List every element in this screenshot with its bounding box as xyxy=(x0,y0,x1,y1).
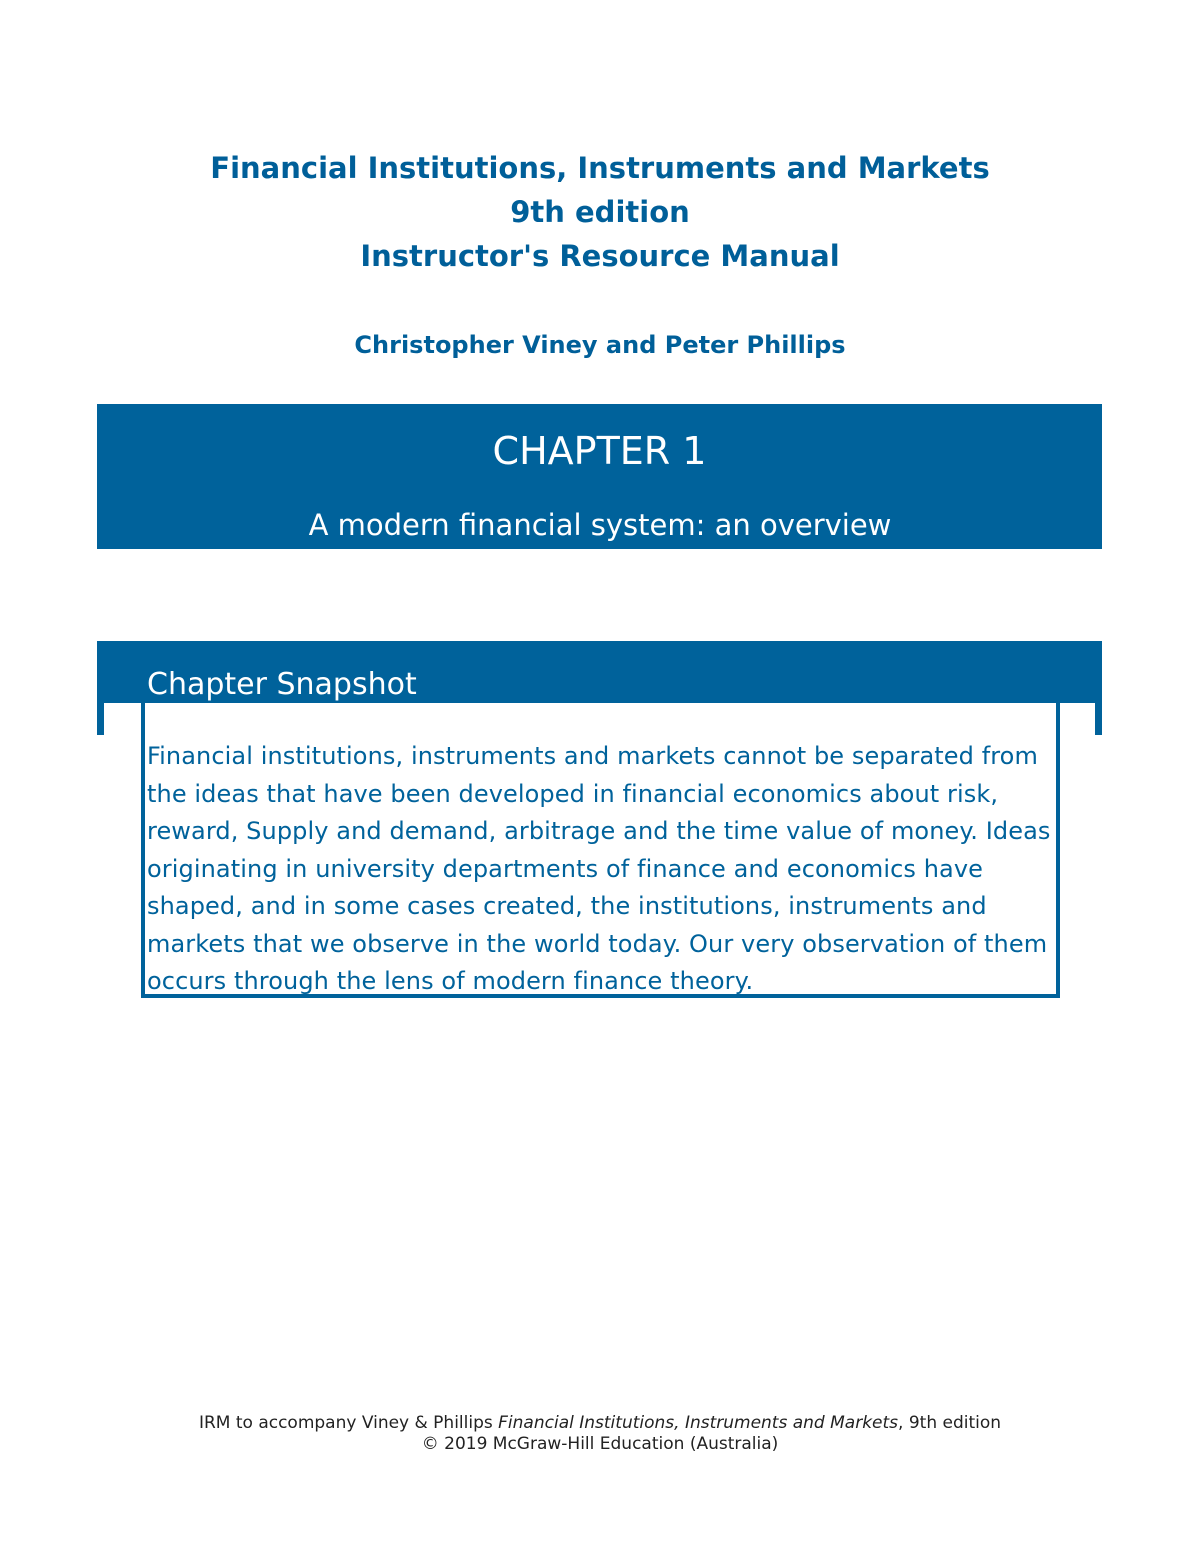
page-footer xyxy=(0,1413,1200,1455)
chapter-title: A modern financial system: an overview xyxy=(308,508,892,542)
footer-copyright: © 2019 McGraw-Hill Education (Australia) xyxy=(421,1434,779,1454)
snapshot-heading: Chapter Snapshot xyxy=(147,667,417,702)
footer-book-title: Financial Institutions, Instruments and Markets xyxy=(498,1413,899,1433)
book-title: Financial Institutions, Instruments and Markets xyxy=(210,151,990,185)
footer-citation xyxy=(0,1413,1200,1434)
snapshot-bar-tab-right xyxy=(1095,703,1102,735)
manual-title: Instructor's Resource Manual xyxy=(360,239,840,273)
edition-label: 9th edition xyxy=(510,195,690,229)
footer-suffix: , 9th edition xyxy=(898,1413,1002,1433)
snapshot-body: Financial institutions, instruments and markets cannot be separated from the ideas that have been developed in financial economics about risk, reward, Supply and demand, arbitrage and the time value of money. Ideas originating in university departments of finance and economics have shaped, and in some cases created, the institutions, instruments and markets that we observe in the world today. Our very observation of them occurs through the lens of modern finance theory. xyxy=(147,742,1051,995)
footer-prefix: IRM to accompany Viney & Phillips xyxy=(198,1413,499,1433)
document-title-block xyxy=(0,146,1200,278)
snapshot-bar-tab-left xyxy=(97,703,104,735)
chapter-number: CHAPTER 1 xyxy=(492,429,707,473)
authors: Christopher Viney and Peter Phillips xyxy=(354,331,846,359)
